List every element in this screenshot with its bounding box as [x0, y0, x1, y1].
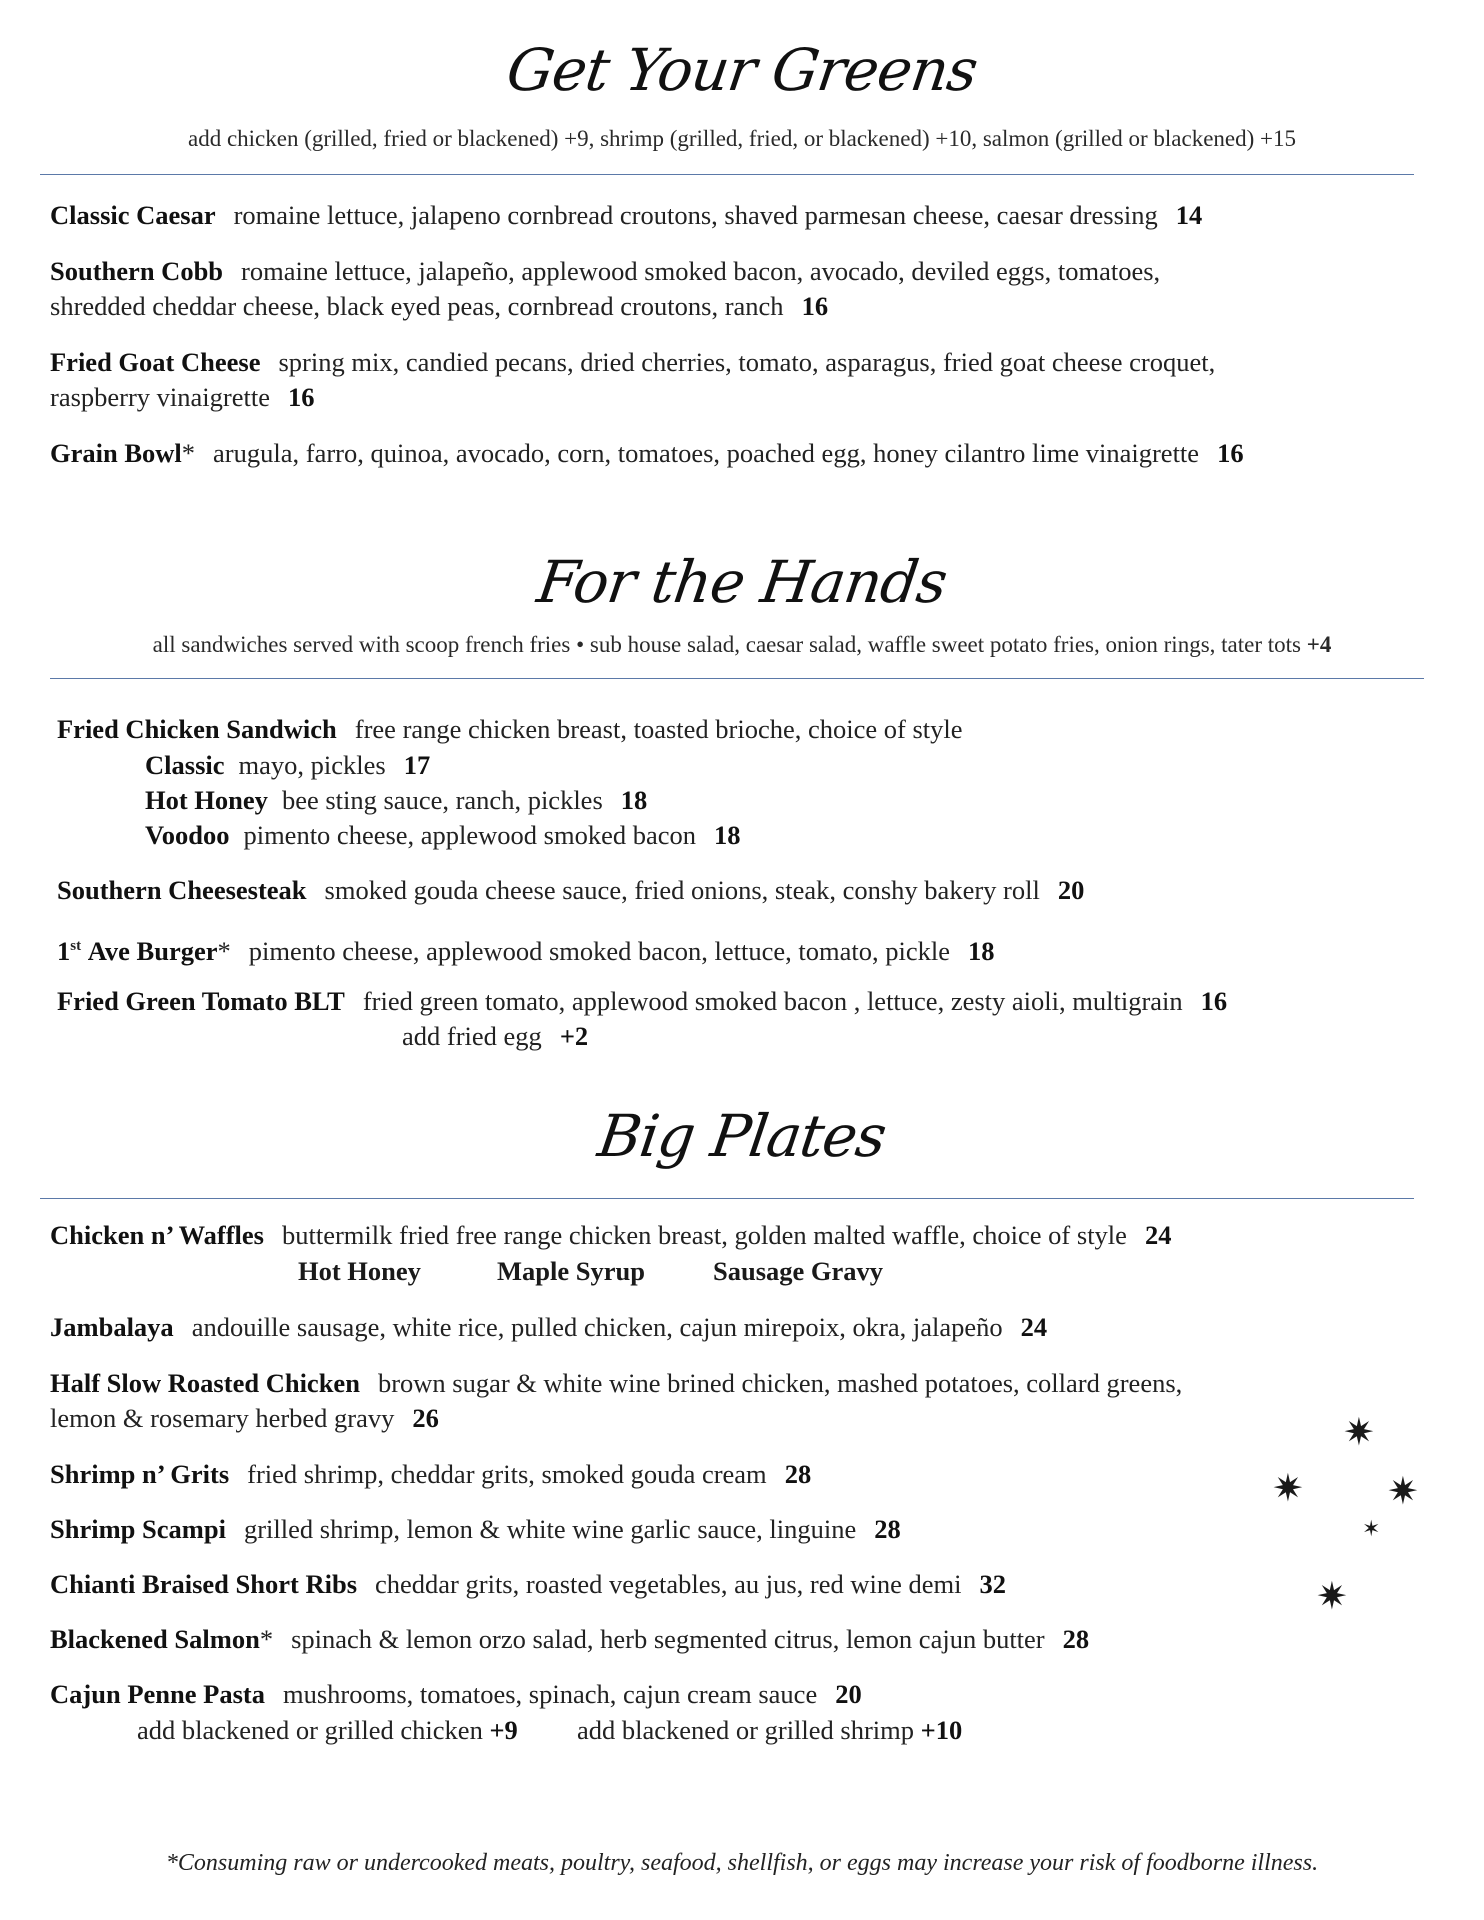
item-name: Southern Cobb [50, 256, 224, 286]
item-name: Cajun Penne Pasta [50, 1679, 265, 1709]
plates-item-shrimp-grits [50, 1457, 811, 1492]
item-desc: smoked gouda cheese sauce, fried onions, steak, conshy bakery roll [324, 875, 1040, 905]
item-desc: spinach & lemon orzo salad, herb segmented citrus, lemon cajun butter [291, 1624, 1045, 1654]
item-price: 24 [1144, 1220, 1172, 1250]
item-desc: brown sugar & white wine brined chicken, mashed potatoes, collard greens, [377, 1368, 1183, 1398]
hands-item-fgt-blt [57, 984, 1227, 1019]
item-price: 32 [979, 1569, 1006, 1599]
plates-title: Big Plates [594, 1102, 890, 1170]
item-price: 16 [1200, 986, 1228, 1016]
item-price: 28 [1062, 1624, 1090, 1654]
greens-title: Get Your Greens [502, 36, 982, 104]
sandwich-style-voodoo [145, 818, 741, 853]
hands-item-cheesesteak [57, 873, 1084, 908]
penne-addon-shrimp [577, 1713, 962, 1748]
addon-price: +9 [489, 1715, 518, 1745]
addon-price: +2 [559, 1021, 589, 1051]
hands-subtitle-text: all sandwiches served with scoop french fries • sub house salad, caesar salad, waffle sweet potato fries, onion rings, tater tots [152, 632, 1301, 657]
item-desc: mushrooms, tomatoes, spinach, cajun cream sauce [282, 1679, 818, 1709]
item-desc: buttermilk fried free range chicken breast, golden malted waffle, choice of style [281, 1220, 1127, 1250]
greens-divider [40, 174, 1414, 175]
item-name: Southern Cheesesteak [57, 875, 307, 905]
item-name: Fried Chicken Sandwich [57, 714, 337, 744]
addon-text: add fried egg [402, 1021, 542, 1051]
item-desc-cont: lemon & rosemary herbed gravy [50, 1403, 395, 1433]
raw-warning-mark: * [217, 935, 231, 966]
item-name: Jambalaya [50, 1312, 174, 1342]
hands-subtitle-price: +4 [1306, 632, 1332, 657]
item-desc: fried shrimp, cheddar grits, smoked gouda cream [247, 1459, 767, 1489]
item-desc: spring mix, candied pecans, dried cherries, tomato, asparagus, fried goat cheese croquet, [278, 347, 1216, 377]
item-desc: arugula, farro, quinoa, avocado, corn, tomatoes, poached egg, honey cilantro lime vinaigrette [213, 438, 1200, 468]
plates-item-shrimp-scampi [50, 1512, 901, 1547]
plates-item-roasted-chicken [50, 1366, 1182, 1436]
item-price: 18 [968, 935, 995, 966]
item-price: 24 [1020, 1312, 1048, 1342]
item-name: Classic Caesar [50, 200, 216, 230]
waffle-option-hot-honey: Hot Honey [298, 1256, 421, 1286]
addon-text: add blackened or grilled shrimp [577, 1715, 915, 1745]
hands-title: For the Hands [533, 548, 951, 616]
item-desc: grilled shrimp, lemon & white wine garlic sauce, linguine [243, 1514, 857, 1544]
plates-item-jambalaya [50, 1310, 1047, 1345]
star-icon: ✷ [1343, 1412, 1375, 1454]
plates-item-short-ribs [50, 1567, 1006, 1602]
item-desc: cheddar grits, roasted vegetables, au jus, red wine demi [375, 1569, 962, 1599]
style-price: 18 [620, 785, 648, 815]
blt-addon [402, 1019, 588, 1054]
hands-divider [50, 678, 1424, 679]
style-name: Hot Honey [145, 785, 268, 815]
item-price: 16 [1217, 438, 1244, 468]
item-price: 16 [288, 382, 315, 412]
item-name-ordinal: st [70, 938, 82, 954]
star-icon: ✶ [1362, 1516, 1381, 1541]
waffle-option-sausage-gravy: Sausage Gravy [713, 1256, 884, 1286]
item-name: Shrimp Scampi [50, 1514, 226, 1544]
greens-item-goat-cheese [50, 345, 1215, 415]
item-price: 28 [784, 1459, 812, 1489]
plates-item-cajun-penne [50, 1677, 862, 1712]
raw-warning-mark: * [259, 1624, 274, 1654]
item-desc-cont: raspberry vinaigrette [50, 382, 270, 412]
item-name: Chianti Braised Short Ribs [50, 1569, 358, 1599]
plates-item-blackened-salmon [50, 1622, 1089, 1657]
hands-subtitle [0, 632, 1484, 658]
penne-addon-chicken [137, 1713, 518, 1748]
item-desc-cont: shredded cheddar cheese, black eyed peas, cornbread croutons, ranch [50, 291, 784, 321]
style-name: Classic [145, 750, 225, 780]
raw-food-disclaimer: *Consuming raw or undercooked meats, poultry, seafood, shellfish, or eggs may increase your risk of foodborne illness. [165, 1850, 1319, 1876]
hands-item-chicken-sandwich [57, 712, 963, 747]
item-desc: pimento cheese, applewood smoked bacon, lettuce, tomato, pickle [248, 935, 951, 966]
item-price: 26 [412, 1403, 439, 1433]
item-price: 16 [801, 291, 829, 321]
greens-item-cobb [50, 254, 1160, 324]
sandwich-style-classic [145, 748, 430, 783]
greens-subtitle: add chicken (grilled, fried or blackened) +9, shrimp (grilled, fried, or blackened) +10, salmon (grilled or blackened) +15 [187, 126, 1297, 151]
star-icon: ✷ [1272, 1468, 1304, 1510]
item-name: Chicken n’ Waffles [50, 1220, 264, 1250]
star-icon: ✷ [1387, 1471, 1419, 1513]
style-desc: bee sting sauce, ranch, pickles [281, 785, 603, 815]
greens-item-caesar [50, 198, 1202, 233]
item-name: Ave Burger [87, 935, 218, 966]
addon-price: +10 [920, 1715, 963, 1745]
item-name: Half Slow Roasted Chicken [50, 1368, 360, 1398]
item-desc: andouille sausage, white rice, pulled chicken, cajun mirepoix, okra, jalapeño [191, 1312, 1003, 1342]
item-price: 28 [874, 1514, 901, 1544]
plates-divider [40, 1198, 1414, 1199]
item-desc: free range chicken breast, toasted brioche, choice of style [354, 714, 963, 744]
item-name: Shrimp n’ Grits [50, 1459, 230, 1489]
item-name: Grain Bowl [50, 438, 182, 468]
style-name: Voodoo [145, 820, 230, 850]
item-desc: romaine lettuce, jalapeño, applewood smoked bacon, avocado, deviled eggs, tomatoes, [241, 256, 1161, 286]
style-price: 18 [714, 820, 741, 850]
greens-item-grain-bowl [50, 436, 1244, 471]
item-name: Blackened Salmon [50, 1624, 260, 1654]
item-price: 20 [835, 1679, 862, 1709]
hands-item-burger [57, 929, 995, 969]
item-price: 14 [1175, 200, 1203, 230]
item-desc: romaine lettuce, jalapeno cornbread croutons, shaved parmesan cheese, caesar dressing [233, 200, 1158, 230]
waffle-option-maple-syrup: Maple Syrup [497, 1256, 645, 1286]
style-desc: mayo, pickles [238, 750, 386, 780]
sandwich-style-hot-honey [145, 783, 647, 818]
item-name-number: 1 [57, 935, 71, 966]
addon-text: add blackened or grilled chicken [137, 1715, 483, 1745]
item-name: Fried Goat Cheese [50, 347, 261, 377]
raw-warning-mark: * [181, 438, 196, 468]
plates-item-chicken-waffles [50, 1218, 1171, 1253]
star-icon: ✷ [1316, 1576, 1348, 1618]
item-name: Fried Green Tomato BLT [57, 986, 345, 1016]
item-desc: fried green tomato, applewood smoked bacon , lettuce, zesty aioli, multigrain [362, 986, 1183, 1016]
item-price: 20 [1057, 875, 1085, 905]
style-price: 17 [403, 750, 431, 780]
style-desc: pimento cheese, applewood smoked bacon [243, 820, 697, 850]
